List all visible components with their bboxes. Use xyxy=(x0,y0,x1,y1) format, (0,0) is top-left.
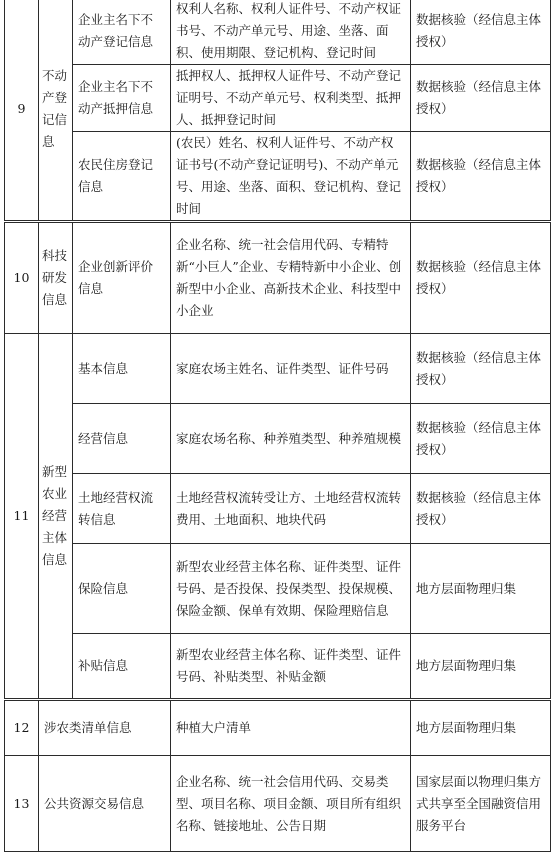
row-number: 9 xyxy=(5,0,39,222)
table-row xyxy=(5,700,551,756)
table-row xyxy=(5,756,551,852)
table-row xyxy=(5,132,551,222)
table-row xyxy=(5,544,551,634)
table-row xyxy=(5,65,551,132)
row-number: 13 xyxy=(5,756,39,852)
fields-cell: 家庭农场主姓名、证件类型、证件号码 xyxy=(171,334,411,404)
fields-cell: 企业名称、统一社会信用代码、交易类型、项目名称、项目金额、项目所有组织名称、链接地址、公告日期 xyxy=(171,756,411,852)
method-cell: 数据核验（经信息主体授权） xyxy=(411,334,551,404)
category-cell: 科技研发信息 xyxy=(39,222,73,334)
method-cell: 地方层面物理归集 xyxy=(411,634,551,700)
method-cell: 数据核验（经信息主体授权） xyxy=(411,474,551,544)
item-name-cell: 农民住房登记信息 xyxy=(73,132,171,222)
method-cell: 数据核验（经信息主体授权） xyxy=(411,65,551,132)
fields-cell: 新型农业经营主体名称、证件类型、证件号码、补贴类型、补贴金额 xyxy=(171,634,411,700)
item-name-cell: 土地经营权流转信息 xyxy=(73,474,171,544)
method-cell: 数据核验（经信息主体授权） xyxy=(411,132,551,222)
fields-cell: 种植大户清单 xyxy=(171,700,411,756)
fields-cell: 新型农业经营主体名称、证件类型、证件号码、是否投保、投保类型、投保规模、保险金额、保单有效期、保险理赔信息 xyxy=(171,544,411,634)
table-row xyxy=(5,222,551,334)
item-name-cell: 补贴信息 xyxy=(73,634,171,700)
fields-cell: 家庭农场名称、种养殖类型、种养殖规模 xyxy=(171,404,411,474)
fields-cell: 抵押权人、抵押权人证件号、不动产登记证明号、不动产单元号、权利类型、抵押人、抵押登记时间 xyxy=(171,65,411,132)
method-cell: 数据核验（经信息主体授权） xyxy=(411,404,551,474)
category-cell: 不动产登记信息 xyxy=(39,0,73,222)
table-row xyxy=(5,474,551,544)
method-cell: 地方层面物理归集 xyxy=(411,544,551,634)
item-name-cell: 基本信息 xyxy=(73,334,171,404)
item-name-cell: 企业创新评价信息 xyxy=(73,222,171,334)
table-row xyxy=(5,0,551,65)
row-number: 10 xyxy=(5,222,39,334)
method-cell: 国家层面以物理归集方式共享至全国融资信用服务平台 xyxy=(411,756,551,852)
item-name-cell: 保险信息 xyxy=(73,544,171,634)
table-row xyxy=(5,334,551,404)
category-cell: 新型农业经营主体信息 xyxy=(39,334,73,700)
method-cell: 数据核验（经信息主体授权） xyxy=(411,222,551,334)
data-table xyxy=(4,0,551,852)
item-name-cell: 经营信息 xyxy=(73,404,171,474)
row-number: 12 xyxy=(5,700,39,756)
method-cell: 地方层面物理归集 xyxy=(411,700,551,756)
fields-cell: (农民）姓名、权利人证件号、不动产权证书号(不动产登记证明号)、不动产单元号、用途、坐落、面积、登记机构、登记时间 xyxy=(171,132,411,222)
fields-cell: 权利人名称、权利人证件号、不动产权证书号、不动产单元号、用途、坐落、面积、使用期限、登记机构、登记时间 xyxy=(171,0,411,65)
row-number: 11 xyxy=(5,334,39,700)
fields-cell: 企业名称、统一社会信用代码、专精特新“小巨人”企业、专精特新中小企业、创新型中小企业、高新技术企业、科技型中小企业 xyxy=(171,222,411,334)
method-cell: 数据核验（经信息主体授权） xyxy=(411,0,551,65)
table-row xyxy=(5,634,551,700)
category-cell: 公共资源交易信息 xyxy=(39,756,171,852)
category-cell: 涉农类清单信息 xyxy=(39,700,171,756)
item-name-cell: 企业主名下不动产抵押信息 xyxy=(73,65,171,132)
item-name-cell: 企业主名下不动产登记信息 xyxy=(73,0,171,65)
table-row xyxy=(5,404,551,474)
fields-cell: 土地经营权流转受让方、土地经营权流转费用、土地面积、地块代码 xyxy=(171,474,411,544)
